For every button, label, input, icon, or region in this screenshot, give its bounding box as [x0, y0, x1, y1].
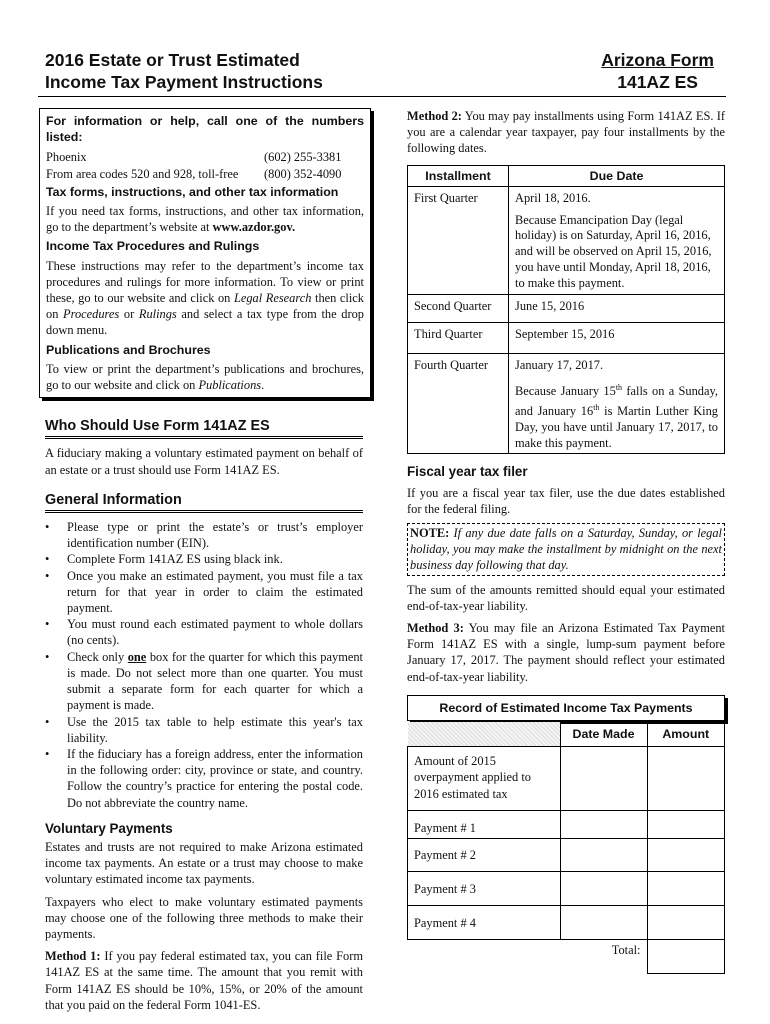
method2-label: Method 2:	[407, 109, 462, 123]
method1-label: Method 1:	[45, 949, 101, 964]
date-cell: September 15, 2016	[509, 323, 725, 354]
method1-text: If you pay federal estimated tax, you can file Form 141AZ ES at the same time. The amount that you remit with Form 141AZ ES should be 10%, 15%, or 20% of the amount that you paid on the federal Form 1041-ES.	[45, 949, 363, 1012]
left-column	[45, 108, 363, 1013]
method3-label: Method 3:	[407, 621, 464, 636]
total-amount-field[interactable]	[647, 940, 725, 974]
bullet-icon: •	[45, 617, 50, 632]
table-row	[408, 811, 725, 839]
method3	[407, 620, 725, 685]
due-date-note	[515, 380, 718, 451]
general-list	[45, 519, 363, 811]
bullet-emphasis: one	[127, 649, 147, 664]
date-made-field[interactable]	[560, 839, 647, 872]
bullet-icon: •	[45, 520, 50, 535]
rulings-text	[46, 258, 364, 339]
date-made-field[interactable]	[560, 906, 647, 940]
table-row	[408, 747, 725, 811]
col-date-made: Date Made	[560, 722, 647, 747]
bullet-icon: •	[45, 552, 50, 567]
quarter-cell: Second Quarter	[408, 294, 509, 323]
table-row	[408, 186, 725, 294]
list-item	[45, 746, 363, 811]
bullet-icon: •	[45, 649, 50, 664]
q4-text-a: Because January 15	[515, 384, 616, 399]
shaded-cell	[408, 722, 561, 747]
quarter-cell: First Quarter	[408, 186, 509, 294]
phone-label: Phoenix	[46, 150, 87, 165]
record-row-label: Payment # 2	[408, 839, 561, 872]
list-item	[45, 519, 363, 551]
bullet-text-c: box for the quarter for which this payment is made. Do not select more than one quarter. You must submit a separate form for each quarter for which a payment is made.	[67, 649, 363, 713]
record-table	[407, 721, 725, 974]
pubs-text: To view or print the department’s publications and brochures, go to our website and click on Publications.	[46, 361, 364, 393]
date-made-field[interactable]	[560, 811, 647, 839]
col-due-date: Due Date	[509, 165, 725, 186]
total-label: Total:	[611, 943, 641, 958]
note-text: If any due date falls on a Saturday, Sunday, or legal holiday, you may make the installment by midnight on the next business day following that day.	[410, 526, 722, 573]
rulings-text-a: These instructions may refer to the department’s income tax procedures and rulings for more information. To view or print these, go to our website and click on	[46, 258, 364, 306]
voluntary-p2: Taxpayers who elect to make voluntary estimated payments may choose one of the following three methods to make their payments.	[45, 894, 363, 941]
col-installment: Installment	[408, 165, 509, 186]
amount-field[interactable]	[647, 839, 725, 872]
due-date-note: Because Emancipation Day (legal holiday) is on Saturday, April 16, 2016, and will be observed on April 15, 2016, you have until Monday, April 18, 2016, to make this payment.	[515, 212, 712, 290]
table-row	[408, 294, 725, 323]
due-date: April 18, 2016.	[515, 190, 591, 205]
bullet-text-a: Check only	[67, 649, 125, 664]
phone-number: (800) 352-4090	[264, 166, 342, 181]
amount-field[interactable]	[647, 747, 725, 811]
table-row	[408, 839, 725, 872]
record-row-label: Amount of 2015 overpayment applied to 2016 estimated tax	[408, 747, 561, 811]
pubs-heading: Publications and Brochures	[46, 342, 211, 357]
pubs-text-body: To view or print the department’s publications and brochures, go to our website and click on	[46, 361, 364, 393]
bullet-text: Please type or print the estate’s or trust’s employer identification number (EIN).	[67, 520, 363, 551]
list-item	[45, 649, 363, 714]
method2	[407, 108, 725, 157]
note-label: NOTE:	[410, 526, 450, 541]
method3-text: You may file an Arizona Estimated Tax Payment Form 141AZ ES with a single, lump-sum payment before January 17, 2017. The payment should reflect your estimated end-of-tax-year liability.	[407, 621, 725, 684]
col-amount: Amount	[647, 722, 725, 747]
bullet-text: You must round each estimated payment to whole dollars (no cents).	[67, 617, 363, 648]
method1	[45, 948, 363, 1013]
q4-text-c: is Martin Luther King Day, you have until January 17, 2017, to make this payment.	[515, 404, 719, 450]
date-made-field[interactable]	[560, 747, 647, 811]
form-line-2: 141AZ ES	[617, 72, 698, 92]
sum-text: The sum of the amounts remitted should equal your estimated end-of-tax-year liability.	[407, 582, 725, 613]
q4-sup: th	[593, 402, 600, 412]
info-heading: For information or help, call one of the numbers listed:	[46, 114, 364, 145]
who-text: A fiduciary making a voluntary estimated payment on behalf of an estate or a trust should use Form 141AZ ES.	[45, 446, 363, 477]
record-title: Record of Estimated Income Tax Payments	[407, 695, 725, 721]
who-title: Who Should Use Form 141AZ ES	[45, 418, 363, 439]
q4-sup: th	[615, 382, 623, 392]
voluntary-title: Voluntary Payments	[45, 820, 173, 836]
amount-field[interactable]	[647, 906, 725, 940]
table-row	[408, 872, 725, 906]
bullet-icon: •	[45, 714, 50, 729]
fiscal-text: If you are a fiscal year tax filer, use the due dates established for the federal filing.	[407, 485, 725, 516]
due-date: January 17, 2017.	[515, 358, 604, 373]
website-link[interactable]: www.azdor.gov.	[212, 220, 296, 235]
bullet-text: Once you make an estimated payment, you must file a tax return for that year in order to claim the estimated payment.	[67, 568, 363, 616]
date-cell	[509, 186, 725, 294]
form-line-1: Arizona Form	[601, 50, 714, 70]
date-cell: June 15, 2016	[509, 294, 725, 323]
phone-label: From area codes 520 and 928, toll-free	[46, 166, 239, 181]
table-header-row	[408, 165, 725, 186]
phone-row-1	[46, 149, 364, 165]
record-row-label: Payment # 3	[408, 872, 561, 906]
phone-row-2	[46, 166, 364, 182]
list-item	[45, 551, 363, 567]
method2-text: You may pay installments using Form 141AZ ES. If you are a calendar year taxpayer, pay four installments by the following dates.	[407, 109, 725, 156]
installment-table	[407, 165, 725, 455]
table-row	[408, 906, 725, 940]
record-header-row	[408, 722, 725, 747]
document-title	[45, 49, 323, 93]
rulings-link[interactable]: Rulings	[138, 307, 177, 322]
procedures-link[interactable]: Procedures	[63, 307, 120, 322]
publications-link[interactable]: Publications	[198, 378, 262, 393]
list-item	[45, 714, 363, 746]
record-row-label: Payment # 1	[408, 811, 561, 839]
forms-text-body: If you need tax forms, instructions, and other tax information, go to the department’s website at	[46, 204, 364, 235]
bullet-icon: •	[45, 746, 50, 761]
title-line-1: 2016 Estate or Trust Estimated	[45, 50, 300, 70]
quarter-cell: Fourth Quarter	[408, 354, 509, 454]
forms-heading: Tax forms, instructions, and other tax information	[46, 184, 339, 199]
header-rule	[38, 96, 726, 97]
quarter-cell: Third Quarter	[408, 323, 509, 354]
right-column	[407, 108, 725, 974]
rulings-heading: Income Tax Procedures and Rulings	[46, 239, 260, 254]
table-row	[408, 354, 725, 454]
bullet-text: Complete Form 141AZ ES using black ink.	[67, 552, 283, 567]
date-made-field[interactable]	[560, 872, 647, 906]
bullet-text: If the fiduciary has a foreign address, enter the information in the following order: city, province or state, and country. Follow the country’s practice for entering the postal code. Do not abbreviate the country name.	[67, 746, 363, 810]
fiscal-title: Fiscal year tax filer	[407, 464, 528, 480]
title-line-2: Income Tax Payment Instructions	[45, 72, 323, 92]
amount-field[interactable]	[647, 872, 725, 906]
bullet-text: Use the 2015 tax table to help estimate this year's tax liability.	[67, 714, 363, 745]
record-row-label: Payment # 4	[408, 906, 561, 940]
amount-field[interactable]	[647, 811, 725, 839]
info-box	[39, 108, 371, 398]
total-row	[408, 940, 725, 974]
voluntary-p1: Estates and trusts are not required to make Arizona estimated income tax payments. An estate or a trust may choose to make voluntary estimated income tax payments.	[45, 839, 363, 887]
note-box	[407, 523, 725, 576]
bullet-icon: •	[45, 568, 50, 583]
rulings-text-c: and select a tax type from the drop down menu.	[46, 307, 364, 338]
legal-research-link[interactable]: Legal Research	[233, 291, 312, 306]
phone-number: (602) 255-3381	[264, 150, 342, 165]
date-cell	[509, 354, 725, 454]
rulings-text-b: then click on	[46, 291, 365, 322]
rulings-or: or	[123, 307, 135, 322]
list-item	[45, 616, 363, 648]
table-row	[408, 323, 725, 354]
forms-text	[46, 203, 364, 235]
form-id	[601, 49, 714, 93]
general-title: General Information	[45, 492, 363, 513]
list-item	[45, 568, 363, 617]
q4-text-b: falls on a Sunday, and January 16	[515, 384, 718, 419]
